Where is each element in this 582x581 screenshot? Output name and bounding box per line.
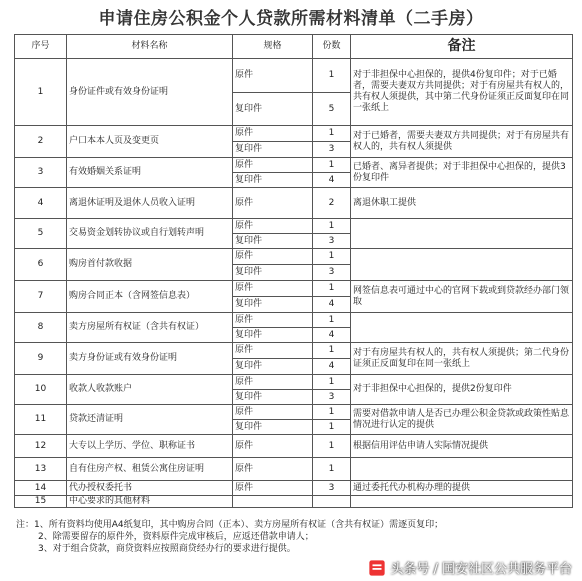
material-note [351, 458, 573, 481]
row-number: 3 [15, 158, 67, 188]
material-qty: 1 [313, 219, 351, 234]
footnotes [14, 519, 572, 555]
material-name: 购房合同正本（含网签信息表） [67, 281, 233, 313]
header-spec: 规格 [233, 35, 313, 59]
footnote-3: 3、对于组合贷款，商贷资料应按照商贷经办行的要求进行提供。 [38, 544, 296, 554]
material-spec: 复印件 [233, 173, 313, 188]
row-number: 8 [15, 313, 67, 343]
table-row [15, 249, 573, 265]
material-qty: 1 [313, 435, 351, 458]
material-spec: 原件 [233, 405, 313, 420]
row-number: 12 [15, 435, 67, 458]
material-spec: 原件 [233, 59, 313, 93]
row-number: 2 [15, 126, 67, 158]
material-qty: 4 [313, 359, 351, 375]
material-spec: 原件 [233, 126, 313, 142]
material-spec: 复印件 [233, 265, 313, 281]
material-spec: 复印件 [233, 390, 313, 405]
table-header-row [15, 35, 573, 59]
material-name: 有效婚姻关系证明 [67, 158, 233, 188]
table-row [15, 405, 573, 420]
material-spec [233, 496, 313, 508]
watermark [368, 558, 572, 577]
material-note [351, 313, 573, 343]
footnote-1: 注：1、所有资料均使用A4纸复印，其中购房合同（正本）、卖方房屋所有权证（含共有权证）需逐页复印； [16, 520, 444, 530]
header-note: 备注 [351, 35, 573, 59]
material-qty: 2 [313, 188, 351, 219]
material-qty: 1 [313, 281, 351, 297]
material-name: 自有住房产权、租赁公寓住房证明 [67, 458, 233, 481]
material-qty [313, 496, 351, 508]
material-qty: 3 [313, 234, 351, 249]
toutiao-logo-icon [368, 559, 386, 577]
material-qty: 1 [313, 313, 351, 328]
row-number: 15 [15, 496, 67, 508]
material-qty: 1 [313, 249, 351, 265]
material-note [351, 496, 573, 508]
material-note [351, 249, 573, 281]
table-row [15, 59, 573, 93]
material-note: 离退休职工提供 [351, 188, 573, 219]
material-spec: 原件 [233, 435, 313, 458]
material-qty: 3 [313, 265, 351, 281]
material-qty: 3 [313, 481, 351, 496]
material-name: 中心要求的其他材料 [67, 496, 233, 508]
table-row [15, 313, 573, 328]
table-row [15, 343, 573, 359]
row-number: 11 [15, 405, 67, 435]
material-spec: 原件 [233, 481, 313, 496]
material-spec: 原件 [233, 458, 313, 481]
table-row [15, 281, 573, 297]
material-spec: 复印件 [233, 93, 313, 126]
material-note [351, 219, 573, 249]
material-note: 网签信息表可通过中心的官网下载或到贷款经办部门领取 [351, 281, 573, 313]
material-qty: 4 [313, 328, 351, 343]
material-name: 贷款还清证明 [67, 405, 233, 435]
material-qty: 1 [313, 420, 351, 435]
material-qty: 4 [313, 173, 351, 188]
material-name: 户口本本人页及变更页 [67, 126, 233, 158]
material-qty: 1 [313, 375, 351, 390]
material-spec: 原件 [233, 249, 313, 265]
row-number: 5 [15, 219, 67, 249]
material-qty: 3 [313, 390, 351, 405]
table-row [15, 375, 573, 390]
material-note: 对于有房屋共有权人的，共有权人须提供；第二代身份证须正反面复印在同一张纸上 [351, 343, 573, 375]
material-spec: 原件 [233, 158, 313, 173]
material-spec: 复印件 [233, 142, 313, 158]
header-qty: 份数 [313, 35, 351, 59]
header-no: 序号 [15, 35, 67, 59]
material-name: 身份证件或有效身份证明 [67, 59, 233, 126]
material-note: 对于非担保中心担保的，提供4份复印件；对于已婚者，需要夫妻双方共同提供；对于有房屋共有权人的，共有权人须提供，其中第二代身份证须正反面复印在同一张纸上 [351, 59, 573, 126]
watermark-text: 头条号 / 国安社区公共服务平台 [390, 562, 572, 577]
material-spec: 原件 [233, 219, 313, 234]
material-qty: 1 [313, 458, 351, 481]
material-note: 通过委托代办机构办理的提供 [351, 481, 573, 496]
material-spec: 原件 [233, 281, 313, 297]
material-note: 对于非担保中心担保的，提供2份复印件 [351, 375, 573, 405]
material-spec: 原件 [233, 313, 313, 328]
material-name: 大专以上学历、学位、职称证书 [67, 435, 233, 458]
row-number: 6 [15, 249, 67, 281]
material-spec: 复印件 [233, 297, 313, 313]
row-number: 9 [15, 343, 67, 375]
material-qty: 1 [313, 158, 351, 173]
material-spec: 复印件 [233, 328, 313, 343]
material-qty: 1 [313, 59, 351, 93]
material-qty: 1 [313, 126, 351, 142]
material-name: 卖方房屋所有权证（含共有权证） [67, 313, 233, 343]
material-name: 收款人收款账户 [67, 375, 233, 405]
material-note: 需要对借款申请人是否已办理公积金贷款或政策性贴息情况进行认定的提供 [351, 405, 573, 435]
material-spec: 原件 [233, 343, 313, 359]
material-spec: 复印件 [233, 420, 313, 435]
table-row [15, 458, 573, 481]
material-qty: 4 [313, 297, 351, 313]
material-name: 卖方身份证或有效身份证明 [67, 343, 233, 375]
table-row [15, 188, 573, 219]
material-name: 购房首付款收据 [67, 249, 233, 281]
row-number: 1 [15, 59, 67, 126]
row-number: 14 [15, 481, 67, 496]
material-qty: 1 [313, 405, 351, 420]
material-name: 代办授权委托书 [67, 481, 233, 496]
table-row [15, 481, 573, 496]
material-spec: 原件 [233, 375, 313, 390]
row-number: 10 [15, 375, 67, 405]
material-qty: 3 [313, 142, 351, 158]
table-row [15, 126, 573, 142]
material-note: 根据信用评估申请人实际情况提供 [351, 435, 573, 458]
table-body [15, 59, 573, 508]
header-name: 材料名称 [67, 35, 233, 59]
footnote-2: 2、除需要留存的原件外，资料原件完成审核后，应返还借款申请人； [38, 532, 314, 542]
row-number: 4 [15, 188, 67, 219]
material-name: 交易资金划转协议或自行划转声明 [67, 219, 233, 249]
material-qty: 5 [313, 93, 351, 126]
table-row [15, 435, 573, 458]
material-name: 离退休证明及退休人员收入证明 [67, 188, 233, 219]
material-qty: 1 [313, 343, 351, 359]
material-spec: 原件 [233, 188, 313, 219]
table-row [15, 158, 573, 173]
materials-table [14, 34, 573, 508]
row-number: 7 [15, 281, 67, 313]
row-number: 13 [15, 458, 67, 481]
material-note: 已婚者、离异者提供；对于非担保中心担保的，提供3份复印件 [351, 158, 573, 188]
table-row [15, 496, 573, 508]
page-title: 申请住房公积金个人贷款所需材料清单（二手房） [98, 9, 484, 29]
material-spec: 复印件 [233, 234, 313, 249]
table-row [15, 219, 573, 234]
material-note: 对于已婚者，需要夫妻双方共同提供；对于有房屋共有权人的，共有权人须提供 [351, 126, 573, 158]
material-spec: 复印件 [233, 359, 313, 375]
